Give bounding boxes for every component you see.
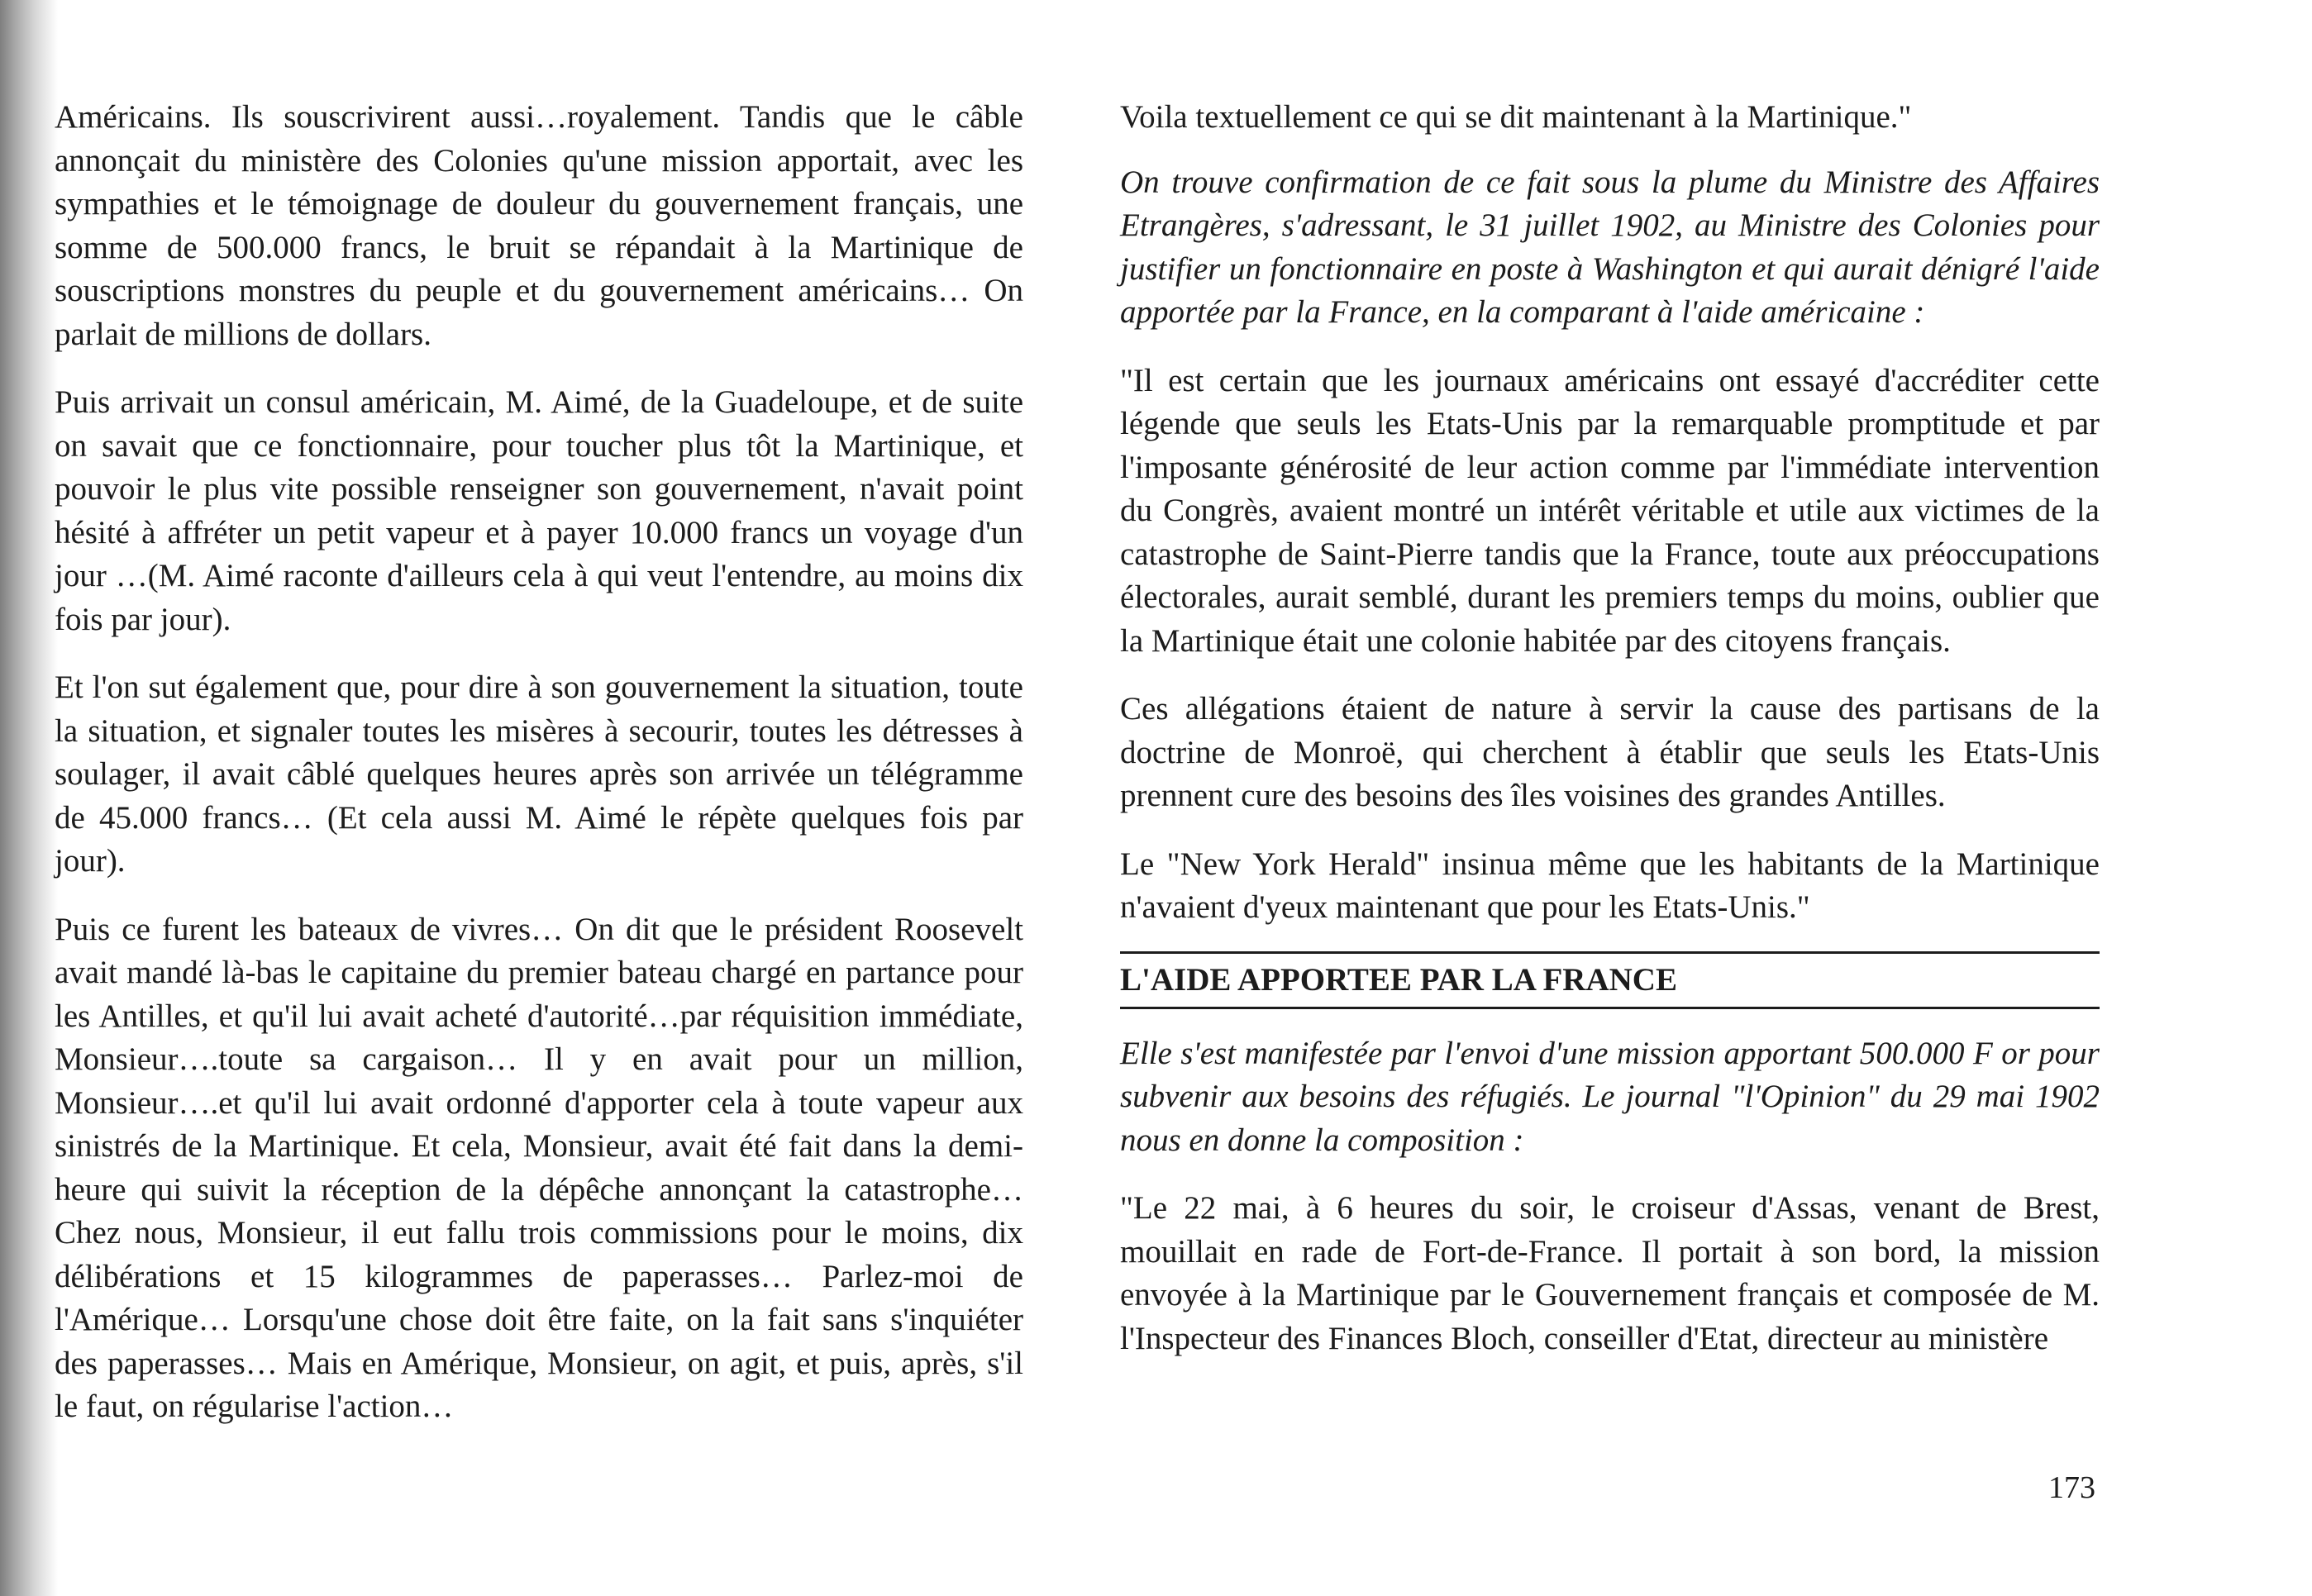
right-paragraph-quote-2: "Il est certain que les journaux américains ont essayé d'accréditer cette légende que seuls les Etats-Unis par la remarquable promptitude et par l'imposante générosité de leur action comme par l'immédiate intervention du Congrès, avaient montré un intérêt véritable et utile aux victimes de la catastrophe de Saint-Pierre tandis que la France, toute aux préoccupations électorales, aurait semblé, durant les premiers temps du moins, oublier que la Martinique était une colonie habitée par des citoyens français. (1120, 362, 2100, 659)
right-italic-commentary-2: Elle s'est manifestée par l'envoi d'une mission apportant 500.000 F or pour subvenir aux besoins des réfugiés. Le journal "l'Opinion" du 29 mai 1902 nous en donne la composition : (1120, 1035, 2100, 1158)
left-paragraph-4: Puis ce furent les bateaux de vivres… On dit que le président Roosevelt avait mandé là-bas le capitaine du premier bateau chargé en partance pour les Antilles, et qu'il lui avait acheté d'autorité…par réquisition immédiate, Monsieur….toute sa cargaison… Il y en avait pour un million, Monsieur….et qu'il lui avait ordonné d'apporter cela à toute vapeur aux sinistrés de la Martinique. Et cela, Monsieur, avait été fait dans la demi-heure qui suivit la réception de la dépêche annonçant la catastrophe… Chez nous, Monsieur, il eut fallu trois commissions pour le moins, dix délibérations et 15 kilogrammes de paperasses… Parlez-moi de l'Amérique… Lorsqu'une chose doit être faite, on la fait sans s'inquiéter des paperasses… Mais en Amérique, Monsieur, on agit, et puis, après, s'il le faut, on régularise l'action… (55, 911, 1023, 1424)
right-paragraph-quote-4: Le "New York Herald" insinua même que les habitants de la Martinique n'avaient d'yeux maintenant que pour les Etats-Unis." (1120, 846, 2100, 925)
page-number: 173 (2048, 1470, 2095, 1505)
right-paragraph-quote-5: "Le 22 mai, à 6 heures du soir, le croiseur d'Assas, venant de Brest, mouillait en rade de Fort-de-France. Il portait à son bord, la mission envoyée à la Martinique par le Gouvernement français et composée de M. l'Inspecteur des Finances Bloch, conseiller d'Etat, directeur au ministère (1120, 1190, 2100, 1356)
left-paragraph-2: Puis arrivait un consul américain, M. Aimé, de la Guadeloupe, et de suite on savait que ce fonctionnaire, pour toucher plus tôt la Martinique, et pouvoir le plus vite possible renseigner son gouvernement, n'avait point hésité à affréter un petit vapeur et à payer 10.000 francs un voyage d'un jour …(M. Aimé raconte d'ailleurs cela à qui veut l'entendre, au moins dix fois par jour). (55, 384, 1023, 637)
right-paragraph-quote-end: Voila textuellement ce qui se dit maintenant à la Martinique." (1120, 99, 1912, 135)
section-rule-bottom (1120, 1007, 2100, 1009)
left-paragraph-1: Américains. Ils souscrivirent aussi…royalement. Tandis que le câble annonçait du ministère des Colonies qu'une mission apportait, avec les sympathies et le témoignage de douleur du gouvernement français, une somme de 500.000 francs, le bruit se répandait à la Martinique de souscriptions monstres du peuple et du gouvernement américains… On parlait de millions de dollars. (55, 99, 1023, 352)
left-text-column (55, 96, 1023, 1454)
binding-gutter-shadow (0, 0, 58, 1596)
right-paragraph-quote-3: Ces allégations étaient de nature à servir la cause des partisans de la doctrine de Monroë, qui cherchent à établir que seuls les Etats-Unis prennent cure des besoins des îles voisines des grandes Antilles. (1120, 691, 2100, 813)
right-italic-commentary-1: On trouve confirmation de ce fait sous la plume du Ministre des Affaires Etrangères, s'adressant, le 31 juillet 1902, au Ministre des Colonies pour justifier un fonctionnaire en poste à Washington et qui aurait dénigré l'aide apportée par la France, en la comparant à l'aide américaine : (1120, 164, 2100, 330)
right-text-column (1120, 96, 2100, 1385)
left-paragraph-3: Et l'on sut également que, pour dire à son gouvernement la situation, toute la situation, et signaler toutes les misères à secourir, toutes les détresses à soulager, il avait câblé quelques heures après son arrivée un télégramme de 45.000 francs… (Et cela aussi M. Aimé le répète quelques fois par jour). (55, 669, 1023, 879)
section-heading: L'AIDE APPORTEE PAR LA FRANCE (1120, 961, 1677, 998)
